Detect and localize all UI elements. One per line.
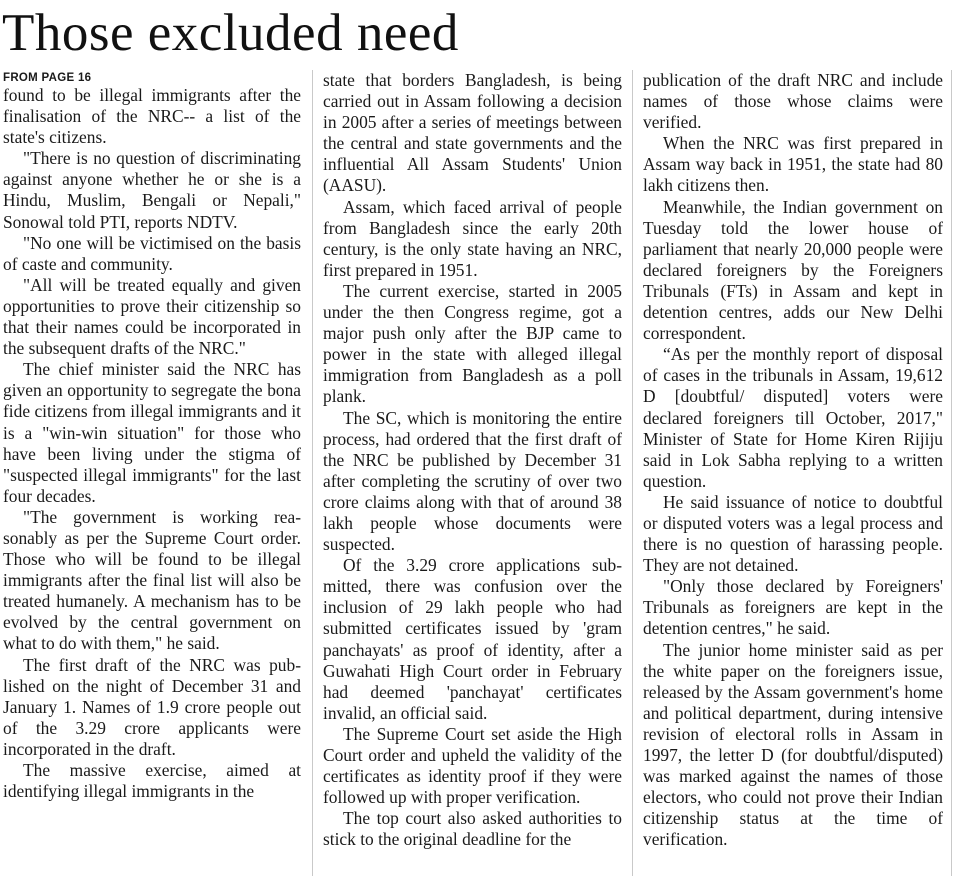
paragraph: The SC, which is monitoring the entire process, had ordered that the first draft of the NRC be published by December 31 after completing the scrutiny of over two crore claims along with that of around 38 lakh people whose documents were suspected. [323, 407, 622, 555]
column-divider [951, 70, 952, 876]
paragraph: "No one will be victimised on the basis of caste and community. [3, 232, 301, 274]
article-column-2 [323, 70, 622, 876]
paragraph: The chief minister said the NRC has given an opportunity to segregate the bona fide citizens from illegal immigrants and it is a "win-win situation" for those who have been living under the stigma of "suspected illegal immigrants" for the last four decades. [3, 359, 301, 506]
paragraph: The massive exercise, aimed at identifying illegal immigrants in the [3, 760, 301, 802]
article-column-3 [643, 70, 943, 876]
paragraph: When the NRC was first prepared in Assam way back in 1951, the state had 80 lakh citizens then. [643, 133, 943, 196]
paragraph: "There is no question of discriminating against anyone whether he or she is a Hindu, Muslim, Bengali or Nepali," Sonowal told PTI, reports NDTV. [3, 148, 301, 232]
paragraph: found to be illegal immigrants after the finalisation of the NRC-- a list of the state's citizens. [3, 85, 301, 148]
paragraph: The junior home minister said as per the white paper on the foreigners issue, released by the Assam government's home and political department, during intensive revision of electoral rolls in Assam in 1997, the letter D (for doubtful/disputed) was marked against the names of those electors, who could not prove their Indian citizenship status at the time of verification. [643, 639, 943, 850]
paragraph: publication of the draft NRC and include names of those whose claims were verified. [643, 70, 943, 133]
paragraph: Meanwhile, the Indian government on Tuesday told the lower house of parliament that nearly 20,000 people were declared foreigners by the Foreigners Tribunals (FTs) in Assam and kept in detention centres, adds our New Delhi correspondent. [643, 196, 943, 344]
paragraph: The first draft of the NRC was published on the night of December 31 and January 1. Names of 1.9 crore people out of the 3.29 crore applicants were incorporated in the draft. [3, 654, 301, 759]
paragraph: Assam, which faced arrival of people from Bangladesh since the early 20th century, is the only state having an NRC, first prepared in 1951. [323, 196, 622, 280]
paragraph: state that borders Bangladesh, is being carried out in Assam following a decision in 2005 after a series of meetings between the central and state governments and the influential All Assam Students' Union (AASU). [323, 70, 622, 196]
column-divider [632, 70, 633, 876]
paragraph: The top court also asked authorities to stick to the original deadline for the [323, 808, 622, 850]
paragraph: Of the 3.29 crore applications submitted, there was confusion over the inclusion of 29 lakh people who had submitted certificates issued by 'gram panchayats' as proof of identity, after a Guwahati High Court order in February had deemed 'panchayat' certificates invalid, an official said. [323, 555, 622, 723]
headline: Those excluded need [2, 4, 459, 62]
column-divider [312, 70, 313, 876]
continued-from-kicker: FROM PAGE 16 [3, 72, 92, 84]
paragraph: "All will be treated equally and given opportunities to prove their citizenship so that their names could be incorporated in the subsequent drafts of the NRC." [3, 274, 301, 359]
paragraph: He said issuance of notice to doubtful or disputed voters was a legal process and there is no question of harassing people. They are not detained. [643, 491, 943, 576]
article-column-1 [3, 70, 301, 876]
paragraph: “As per the monthly report of disposal of cases in the tribunals in Assam, 19,612 D [doubtful/ disputed] voters were declared foreigners till October, 2017," Minister of State for Home Kiren Rijiju said in Lok Sabha replying to a written question. [643, 344, 943, 491]
paragraph: "Only those declared by Foreigners' Tribunals as foreigners are kept in the detention centres," he said. [643, 576, 943, 639]
paragraph: The Supreme Court set aside the High Court order and upheld the validity of the certificates as identity proof if they were followed up with proper verification. [323, 723, 622, 808]
paragraph: "The government is working reasonably as per the Supreme Court order. Those who will be found to be illegal immigrants after the final list will also be treated humanely. A mechanism has to be evolved by the central government on what to do with them," he said. [3, 506, 301, 654]
paragraph: The current exercise, started in 2005 under the then Congress regime, got a major push only after the BJP came to power in the state with alleged illegal immigration from Bangladesh as a poll plank. [323, 280, 622, 407]
